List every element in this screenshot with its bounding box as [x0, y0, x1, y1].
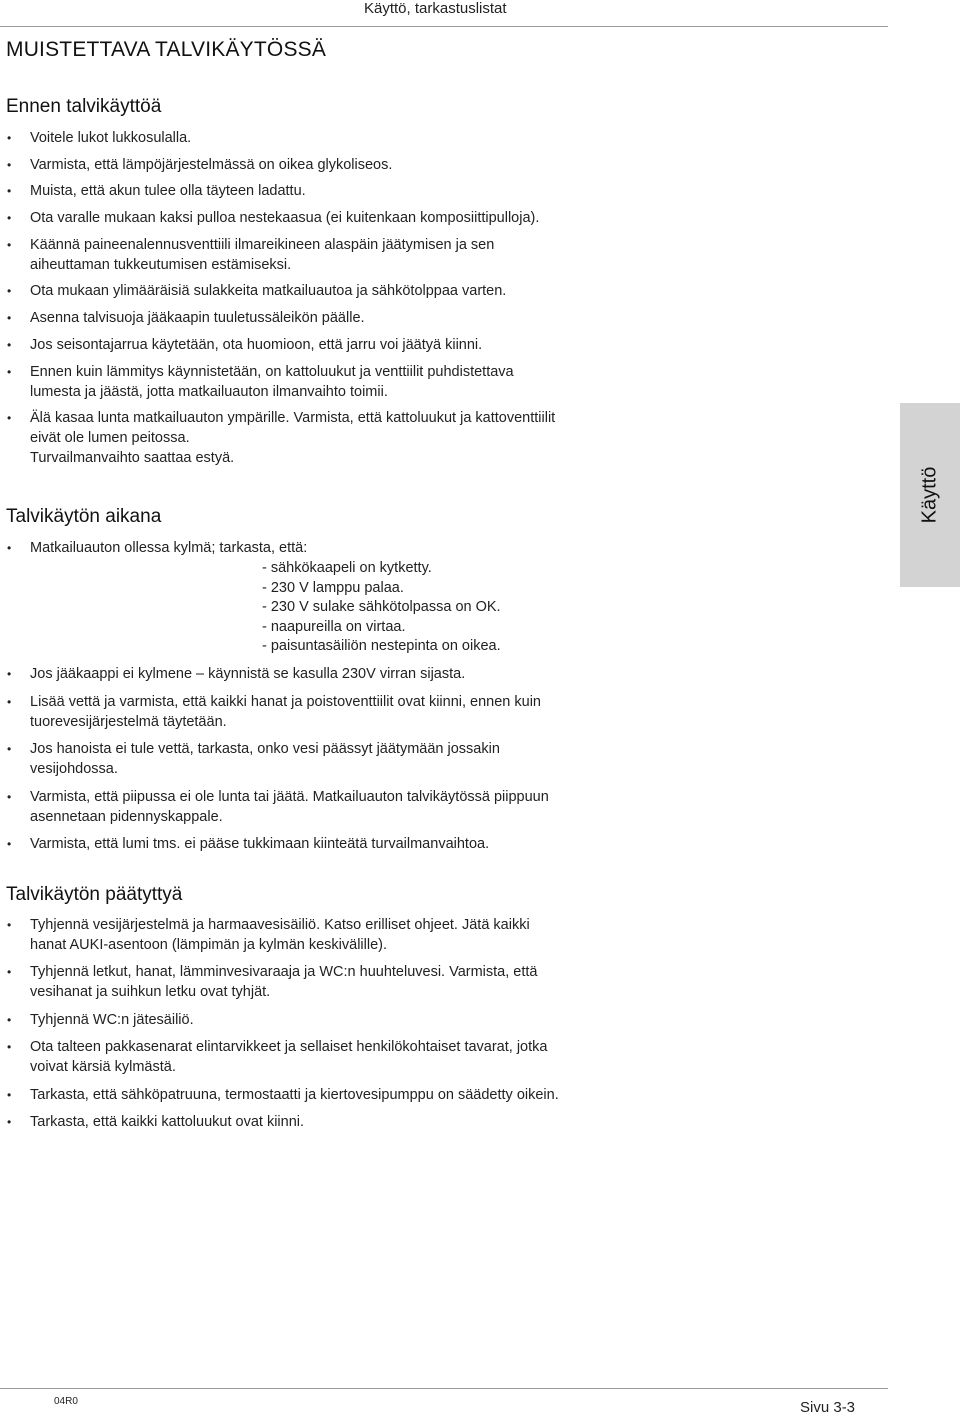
bullet-icon: • — [7, 1114, 12, 1129]
list-item — [0, 155, 660, 175]
bullet-icon: • — [7, 237, 12, 252]
list-item-line: Käännä paineenalennusventtiili ilmareikineen alaspäin jäätymisen ja sen — [30, 236, 495, 253]
list-item-line: tuorevesijärjestelmä täytetään. — [30, 713, 227, 730]
list-item — [0, 181, 660, 201]
bullet-icon: • — [7, 157, 12, 172]
list-item-line: Lisää vettä ja varmista, että kaikki hanat ja poistoventtiilit ovat kiinni, ennen kuin — [30, 693, 541, 710]
bullet-icon: • — [7, 131, 12, 145]
bullet-icon: • — [7, 1012, 12, 1027]
list-item — [0, 1010, 660, 1030]
list-before-winter — [0, 128, 660, 468]
list-item — [0, 1112, 660, 1132]
list-item-line: Varmista, että lämpöjärjestelmässä on oikea glykoliseos. — [30, 156, 393, 173]
list-item-line: Tyhjennä letkut, hanat, lämminvesivaraaja ja WC:n huuhteluvesi. Varmista, että — [30, 964, 538, 981]
list-item-line: eivät ole lumen peitossa. — [30, 430, 190, 447]
bullet-icon: • — [7, 541, 12, 555]
footer-rule — [0, 1388, 888, 1389]
list-item-line: Tyhjennä vesijärjestelmä ja harmaavesisäiliö. Katso erilliset ohjeet. Jätä kaikki — [30, 917, 530, 933]
list-item-line: vesijohdossa. — [30, 761, 118, 777]
section-heading-before: Ennen talvikäyttöä — [6, 96, 162, 117]
bullet-icon: • — [7, 694, 12, 709]
list-item-line: aiheuttaman tukkeutumisen estämiseksi. — [30, 256, 292, 273]
list-item-line: vesihanat ja suihkun letku ovat tyhjät. — [30, 984, 271, 1001]
bullet-icon: • — [7, 837, 12, 851]
section-heading-during: Talvikäytön aikana — [6, 506, 162, 527]
bullet-icon: • — [7, 337, 12, 352]
check-intro: Matkailuauton ollessa kylmä; tarkasta, että: — [30, 540, 308, 556]
bullet-icon: • — [7, 284, 12, 299]
list-item — [0, 962, 660, 1002]
bullet-icon: • — [7, 667, 12, 681]
list-during-winter — [0, 664, 660, 854]
page-number: Sivu 3-3 — [800, 1399, 856, 1416]
list-item — [0, 1037, 660, 1077]
bullet-icon: • — [7, 742, 12, 756]
check-item: - sähkökaapeli on kytketty. — [262, 560, 432, 576]
check-item: - naapureilla on virtaa. — [262, 618, 406, 635]
list-item — [0, 408, 660, 468]
list-item-line: asennetaan pidennyskappale. — [30, 808, 223, 825]
list-item-line: Turvailmanvaihto saattaa estyä. — [30, 450, 235, 467]
list-item-line: Jos jääkaappi ei kylmene – käynnistä se kasulla 230V virran sijasta. — [30, 666, 466, 682]
list-item — [0, 739, 660, 779]
list-item-line: Ota talteen pakkasenarat elintarvikkeet ja sellaiset henkilökohtaiset tavarat, jotka — [30, 1039, 548, 1056]
section-heading-after: Talvikäytön päätyttyä — [6, 884, 183, 905]
list-item-line: Ennen kuin lämmitys käynnistetään, on kattoluukut ja venttiilit puhdistettava — [30, 363, 514, 380]
list-item — [0, 362, 660, 402]
list-item-line: Tarkasta, että sähköpatruuna, termostaatti ja kiertovesipumppu on säädetty oikein. — [30, 1086, 559, 1103]
side-tab[interactable] — [900, 403, 960, 587]
header-rule — [0, 26, 888, 27]
list-item — [0, 128, 660, 148]
list-item-line: Tarkasta, että kaikki kattoluukut ovat kiinni. — [30, 1113, 305, 1130]
bullet-icon: • — [7, 364, 12, 379]
page-title: MUISTETTAVA TALVIKÄYTÖSSÄ — [6, 38, 327, 61]
bullet-icon: • — [7, 311, 12, 326]
list-item-line: Asenna talvisuoja jääkaapin tuuletussäleikön päälle. — [30, 310, 365, 327]
list-item-line: Ota mukaan ylimääräisiä sulakkeita matkailuautoa ja sähkötolppaa varten. — [30, 283, 507, 300]
list-item-line: Muista, että akun tulee olla täyteen ladattu. — [30, 183, 306, 200]
list-item-line: Jos hanoista ei tule vettä, tarkasta, onko vesi päässyt jäätymään jossakin — [30, 741, 500, 757]
list-item-line: Voitele lukot lukkosulalla. — [30, 130, 192, 146]
check-item: - 230 V lamppu palaa. — [262, 579, 404, 596]
list-item-line: hanat AUKI-asentoon (lämpimän ja kylmän keskivälille). — [30, 937, 388, 953]
list-item-line: voivat kärsiä kylmästä. — [30, 1059, 176, 1076]
list-during-winter-checks — [0, 538, 660, 657]
bullet-icon: • — [7, 184, 12, 199]
bullet-icon: • — [7, 1040, 12, 1055]
bullet-icon: • — [7, 1087, 12, 1102]
list-after-winter — [0, 915, 660, 1132]
list-item-line: Älä kasaa lunta matkailuauton ympärille. Varmista, että kattoluukut ja kattoventtiilit — [30, 410, 556, 427]
list-item-line: Jos seisontajarrua käytetään, ota huomioon, että jarru voi jäätyä kiinni. — [30, 336, 483, 353]
bullet-icon: • — [7, 789, 12, 804]
list-item — [0, 335, 660, 355]
list-item-line: Varmista, että lumi tms. ei pääse tukkimaan kiinteätä turvailmanvaihtoa. — [30, 836, 490, 852]
footer-code: 04R0 — [54, 1396, 78, 1407]
side-tab-label: Käyttö — [918, 466, 941, 524]
list-item-line: Tyhjennä WC:n jätesäiliö. — [30, 1011, 194, 1028]
list-item — [0, 692, 660, 732]
list-item — [0, 834, 660, 854]
running-head: Käyttö, tarkastuslistat — [364, 0, 507, 17]
bullet-icon: • — [7, 411, 12, 426]
list-item — [0, 1085, 660, 1105]
list-item-line: Varmista, että piipussa ei ole lunta tai jäätä. Matkailuauton talvikäytössä piippuun — [30, 788, 549, 805]
list-item-line: Ota varalle mukaan kaksi pulloa nestekaasua (ei kuitenkaan komposiittipulloja). — [30, 210, 540, 227]
bullet-icon: • — [7, 918, 12, 932]
bullet-icon: • — [7, 965, 12, 980]
check-item: - paisuntasäiliön nestepinta on oikea. — [262, 638, 501, 654]
check-item: - 230 V sulake sähkötolpassa on OK. — [262, 599, 501, 615]
list-item — [0, 538, 660, 657]
list-item — [0, 208, 660, 228]
list-item — [0, 915, 660, 955]
list-item — [0, 664, 660, 684]
list-item — [0, 281, 660, 301]
bullet-icon: • — [7, 211, 12, 226]
list-item-line: lumesta ja jäästä, jotta matkailuauton ilmanvaihto toimii. — [30, 383, 388, 400]
list-item — [0, 235, 660, 275]
list-item — [0, 787, 660, 827]
list-item — [0, 308, 660, 328]
